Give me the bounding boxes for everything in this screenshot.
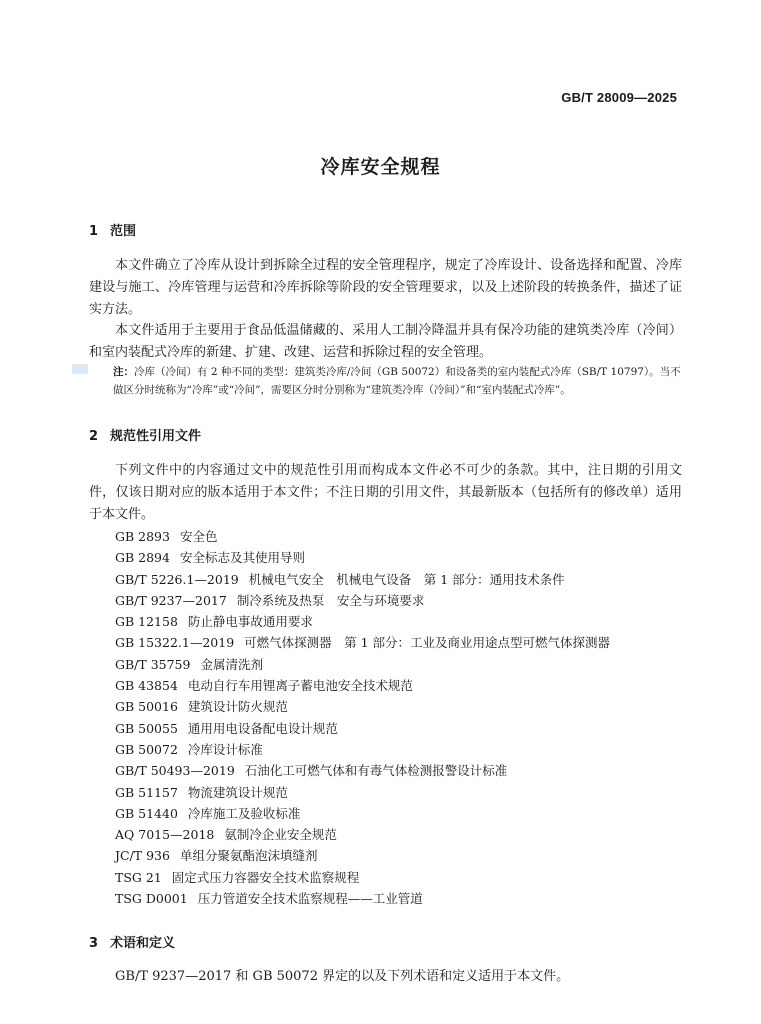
reference-code: GB/T 50493—2019: [115, 763, 235, 779]
normative-refs-intro: 下列文件中的内容通过文中的规范性引用而构成本文件必不可少的条款。其中，注日期的引用文件，仅该日期对应的版本适用于本文件；不注日期的引用文件，其最新版本（包括所有的修改单）适用于本文件。: [89, 463, 682, 522]
reference-list: [115, 526, 610, 909]
reference-code: JC/T 936: [115, 848, 170, 864]
reference-title: 石油化工可燃气体和有毒气体检测报警设计标准: [244, 763, 508, 779]
reference-title: 冷库设计标准: [187, 741, 263, 757]
reference-title: 单组分聚氨酯泡沫填缝剂: [179, 848, 318, 864]
reference-title: 氨制冷企业安全规范: [224, 827, 337, 843]
reference-item: [115, 654, 610, 675]
reference-code: GB 51157: [115, 784, 178, 800]
reference-item: [115, 867, 610, 888]
reference-item: [115, 888, 610, 909]
reference-code: GB 50072: [115, 741, 178, 757]
reference-code: GB/T 9237—2017: [115, 592, 227, 608]
reference-title: 安全标志及其使用导则: [179, 550, 305, 566]
section-number: 2: [89, 429, 99, 444]
reference-code: GB 50055: [115, 720, 178, 736]
reference-title: 物流建筑设计规范: [187, 784, 288, 800]
reference-item: [115, 632, 610, 653]
reference-title: 制冷系统及热泵 安全与环境要求: [236, 592, 425, 608]
reference-title: 通用用电设备配电设计规范: [187, 720, 338, 736]
section-1-heading: [89, 220, 136, 239]
reference-title: 压力管道安全技术监察规程——工业管道: [197, 891, 423, 907]
document-title: 冷库安全规程: [320, 156, 441, 178]
reference-item: [115, 845, 610, 866]
reference-title: 冷库施工及验收标准: [187, 805, 301, 821]
reference-title: 可燃气体探测器 第 1 部分：工业及商业用途点型可燃气体探测器: [244, 635, 611, 651]
reference-item: [115, 590, 610, 611]
section-number: 1: [89, 224, 99, 239]
reference-item: [115, 739, 610, 760]
reference-code: GB/T 5226.1—2019: [115, 571, 239, 587]
reference-code: GB 51440: [115, 805, 178, 821]
reference-title: 防止静电事故通用要求: [187, 614, 313, 630]
standard-number: GB/T 28009—2025: [561, 90, 677, 105]
section-2-heading: [89, 425, 201, 444]
reference-item: [115, 569, 610, 590]
reference-code: GB 50016: [115, 699, 178, 715]
watermark-mark: [72, 364, 88, 374]
reference-code: TSG D0001: [115, 891, 188, 907]
reference-item: [115, 526, 610, 547]
reference-item: [115, 547, 610, 568]
section-title: 术语和定义: [110, 936, 176, 951]
reference-code: TSG 21: [115, 869, 162, 885]
reference-code: GB 2893: [115, 529, 170, 544]
reference-item: [115, 611, 610, 632]
section-title: 范围: [110, 224, 137, 239]
reference-item: [115, 824, 610, 845]
reference-title: 建筑设计防火规范: [187, 699, 288, 715]
reference-code: GB 12158: [115, 614, 178, 630]
reference-item: [115, 696, 610, 717]
reference-code: GB/T 35759: [115, 656, 191, 672]
section-number: 3: [89, 936, 99, 951]
section-title: 规范性引用文件: [110, 429, 202, 444]
reference-title: 金属清洗剂: [200, 656, 263, 672]
scope-note: [113, 363, 682, 399]
reference-item: [115, 760, 610, 781]
section-3-heading: [89, 932, 175, 951]
reference-code: AQ 7015—2018: [115, 827, 215, 843]
scope-paragraph-1: 本文件确立了冷库从设计到拆除全过程的安全管理程序，规定了冷库设计、设备选择和配置、冷库建设与施工、冷库管理与运营和冷库拆除等阶段的安全管理要求，以及上述阶段的转换条件，描述了证实方法。: [89, 258, 682, 317]
note-label: 注：: [113, 366, 134, 378]
reference-code: GB 2894: [115, 550, 170, 566]
note-text: 冷库（冷间）有 2 种不同的类型：建筑类冷库/冷间（GB 50072）和设备类的室内装配式冷库（SB/T 10797）。当不做区分时统称为“冷库”或“冷间”，需要区分时分别称为“建筑类冷库（冷间）”和“室内装配式冷库”。: [113, 366, 681, 396]
reference-item: [115, 718, 610, 739]
reference-code: GB 43854: [115, 678, 178, 694]
reference-item: [115, 803, 610, 824]
terms-intro: GB/T 9237—2017 和 GB 50072 界定的以及下列术语和定义适用于本文件。: [115, 969, 570, 984]
reference-title: 固定式压力容器安全技术监察规程: [171, 869, 360, 885]
reference-code: GB 15322.1—2019: [115, 635, 235, 651]
reference-title: 电动自行车用锂离子蓄电池安全技术规范: [187, 678, 413, 694]
reference-title: 安全色: [179, 529, 218, 544]
reference-item: [115, 782, 610, 803]
reference-title: 机械电气安全 机械电气设备 第 1 部分：通用技术条件: [248, 571, 565, 587]
scope-paragraph-2: 本文件适用于主要用于食品低温储藏的、采用人工制冷降温并具有保冷功能的建筑类冷库（冷间）和室内装配式冷库的新建、扩建、改建、运营和拆除过程的安全管理。: [89, 323, 682, 360]
reference-item: [115, 675, 610, 696]
